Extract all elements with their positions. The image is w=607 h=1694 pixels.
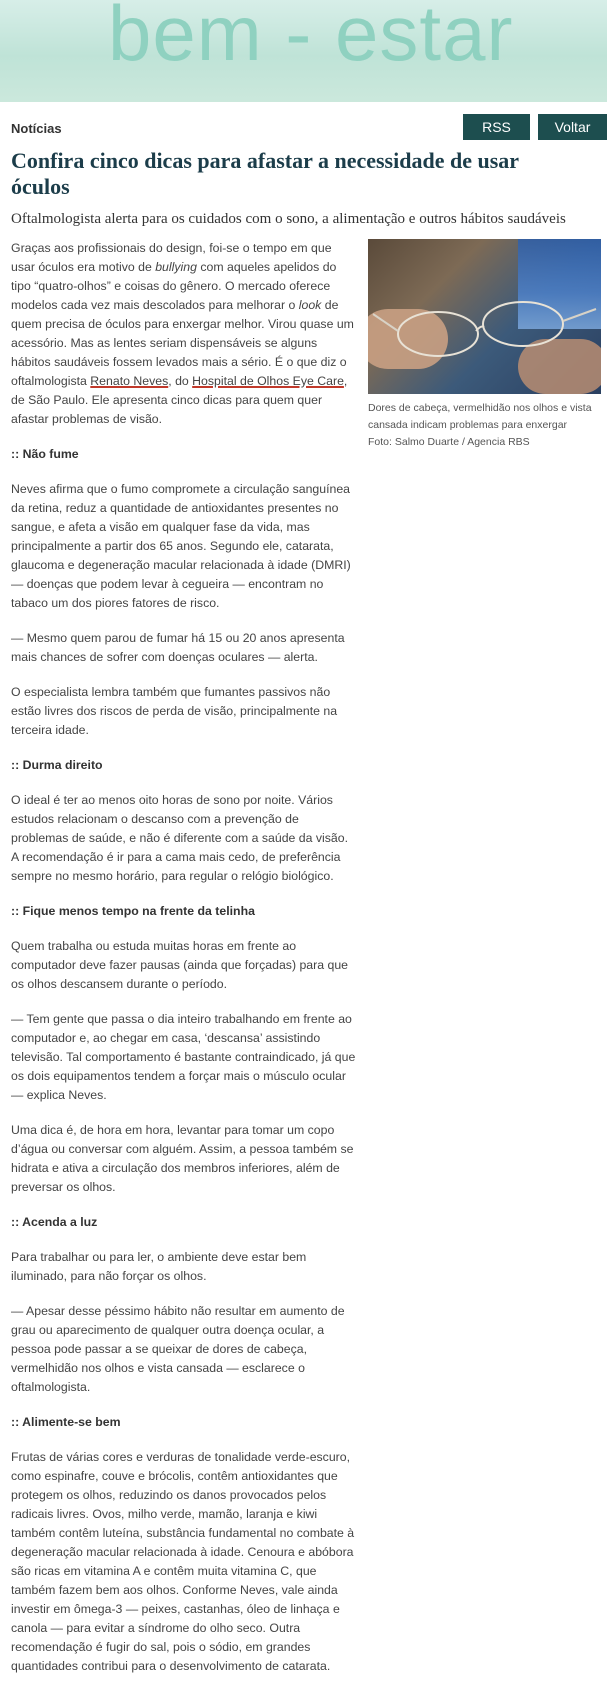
intro-emphasis: bullying [155,260,197,274]
back-button[interactable]: Voltar [538,114,607,140]
figure-caption: Dores de cabeça, vermelhidão nos olhos e vista cansada indicam problemas para enxergar [368,402,592,431]
page-banner [0,0,607,102]
hospital-link[interactable]: Hospital de Olhos Eye Care [192,374,344,388]
intro-text: Graças aos profissionais do design, foi-se o tempo em que usar óculos era motivo de [11,241,332,274]
section-label: Notícias [11,121,62,136]
intro-text: , de São Paulo. Ele apresenta cinco dicas para quem quer afastar problemas de visão. [11,374,348,426]
intro-text: , do [168,374,193,388]
article-subhead: Oftalmologista alerta para os cuidados com o sono, a alimentação e outros hábitos saudáveis [11,211,566,227]
paragraph: Frutas de várias cores e verduras de tonalidade verde-escuro, como espinafre, couve e brócolis, contêm antioxidantes que protegem os olhos, reduzindo os danos provocados pelos radicais livres. Ovos, milho verde, mamão, laranja e kiwi também contêm luteína, substância fundamental no combate à degeneração macular relacionada à idade. Cenoura e abóbora são ricas em vitamina A e contêm muita vitamina C, que também fazem bem aos olhos. Conforme Neves, vale ainda investir em ômega-3 — peixes, castanhas, óleo de linhaça e canola — para evitar a síndrome do olho seco. Outra recomendação é fugir do sal, pois o sódio, em grandes quantidades contribui para o desenvolvimento de catarata. [11,1450,355,1673]
section-title-telinha: :: Fique menos tempo na frente da telinha [11,904,255,918]
article-figure [368,239,605,451]
paragraph: Uma dica é, de hora em hora, levantar para tomar um copo d’água ou conversar com alguém. Assim, a pessoa também se hidrata e ativa a circulação dos membros inferiores, além de preversar os olhos. [11,1123,354,1194]
glasses-photo [368,239,601,394]
section-title-alimente-se: :: Alimente-se bem [11,1415,121,1429]
banner-title: bem - estar [108,0,514,77]
rss-button[interactable]: RSS [463,114,530,140]
section-title-acenda-a-luz: :: Acenda a luz [11,1215,98,1229]
article-headline: Confira cinco dicas para afastar a necessidade de usar óculos [11,148,519,199]
paragraph: O ideal é ter ao menos oito horas de sono por noite. Vários estudos relacionam o descanso com a prevenção de problemas de saúde, e não é diferente com a saúde da visão. A recomendação é ir para a cama mais cedo, de preferência sempre no mesmo horário, para regular o relógio biológico. [11,793,349,883]
paragraph: Quem trabalha ou estuda muitas horas em frente ao computador deve fazer pausas (ainda que forçadas) para que os olhos descansem durante o período. [11,939,349,991]
intro-emphasis: look [298,298,322,312]
doctor-name-link[interactable]: Renato Neves [90,374,169,388]
section-header [0,102,607,146]
paragraph: — Mesmo quem parou de fumar há 15 ou 20 anos apresenta mais chances de sofrer com doenças oculares — alerta. [11,631,345,664]
paragraph: — Tem gente que passa o dia inteiro trabalhando em frente ao computador e, ao chegar em casa, ‘descansa’ assistindo televisão. Tal comportamento é bastante contraindicado, já que os dois equipamentos tendem a forçar mais o músculo ocular — explica Neves. [11,1012,356,1102]
paragraph: Neves afirma que o fumo compromete a circulação sanguínea da retina, reduz a quantidade de antioxidantes presentes no sangue, e afeta a visão em qualquer fase da vida, mas principalmente a partir dos 65 anos. Segundo ele, catarata, glaucoma e degeneração macular relacionada à idade (DMRI) — doenças que podem levar à cegueira — encontram no tabaco um dos piores fatores de risco. [11,482,351,610]
paragraph: — Apesar desse péssimo hábito não resultar em aumento de grau ou aparecimento de qualquer outra doença ocular, a pessoa pode passar a se queixar de dores de cabeça, vermelhidão nos olhos e vista cansada — esclarece o oftalmologista. [11,1304,345,1394]
section-title-durma-direito: :: Durma direito [11,758,103,772]
paragraph: O especialista lembra também que fumantes passivos não estão livres dos riscos de perda de visão, principalmente na terceira idade. [11,685,338,737]
intro-text: de quem precisa de óculos para enxergar melhor. Virou quase um acessório. Mas as lentes seriam dispensáveis se alguns hábitos saudáveis fossem levados mais a sério. É o que diz o oftalmologista [11,298,354,388]
article-body [11,239,357,1692]
section-title-nao-fume: :: Não fume [11,447,79,461]
intro-text: com aqueles apelidos do tipo “quatro-olhos” e coisas do gênero. O mercado oferece modelos cada vez mais descolados para melhorar o [11,260,337,312]
paragraph: Para trabalhar ou para ler, o ambiente deve estar bem iluminado, para não forçar os olhos. [11,1250,307,1283]
intro-paragraph [11,239,357,429]
figure-credit: Foto: Salmo Duarte / Agencia RBS [368,436,530,448]
